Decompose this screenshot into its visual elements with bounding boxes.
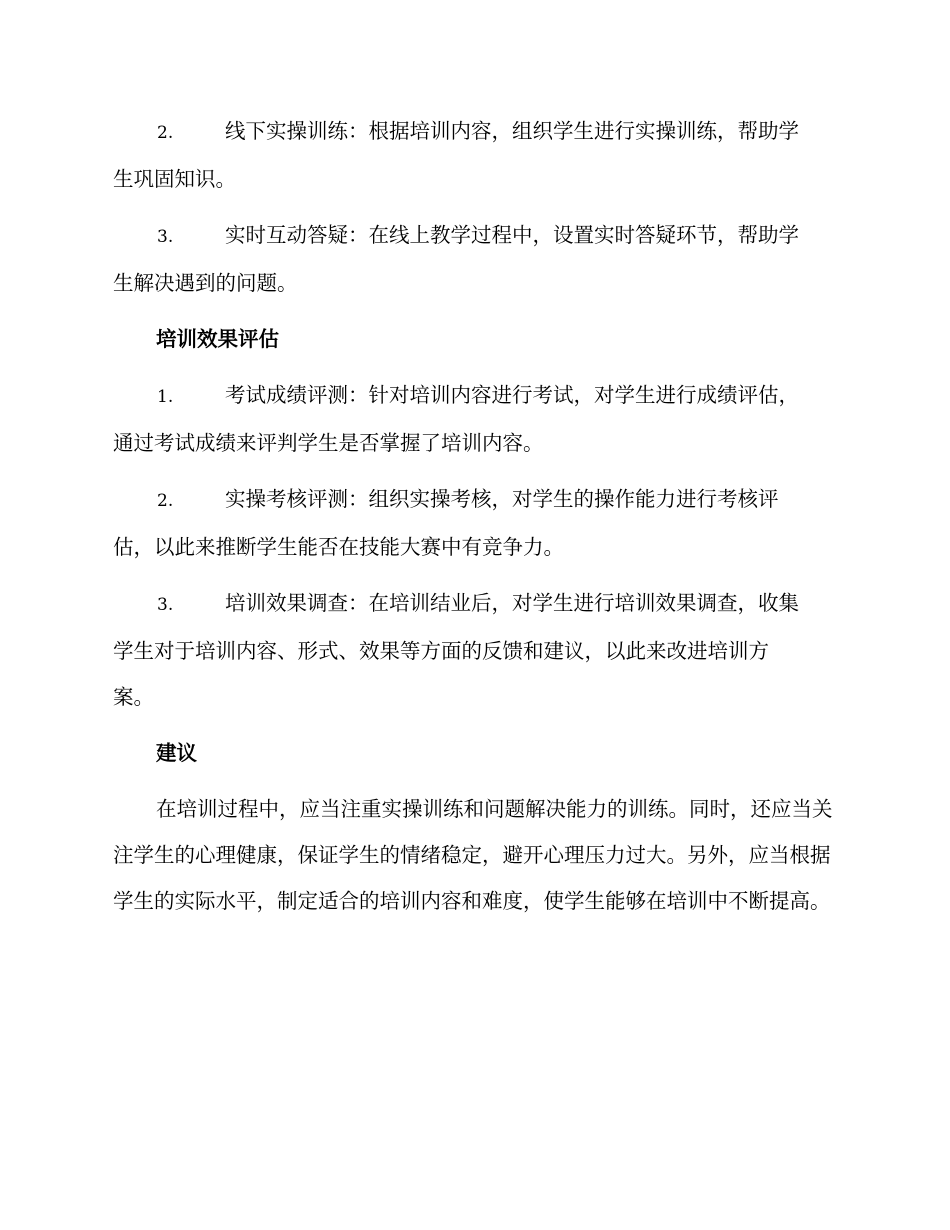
list-item: [113, 580, 835, 720]
list-item: [113, 212, 835, 306]
list-number: 3.: [157, 595, 174, 615]
list-item-text: 培训效果调查：在培训结业后，对学生进行培训效果调查，收集: [225, 591, 799, 615]
list-item-text: 线下实操训练：根据培训内容，组织学生进行实操训练，帮助学: [225, 119, 799, 143]
section-heading-advice: 建议: [156, 741, 197, 765]
list-item-text-continued: 生巩固知识。: [113, 167, 236, 191]
advice-paragraph: 在培训过程中，应当注重实操训练和问题解决能力的训练。同时，还应当关注学生的心理健康，保证学生的情绪稳定，避开心理压力过大。另外，应当根据学生的实际水平，制定适合的培训内容和难度，使学生能够在培训中不断提高。: [113, 797, 833, 913]
list-number: 2.: [157, 491, 174, 511]
document-page: [113, 108, 835, 924]
list-number: 3.: [157, 227, 174, 247]
list-item-text-continued: 案。: [113, 685, 154, 709]
list-item-text: 实时互动答疑：在线上教学过程中，设置实时答疑环节，帮助学: [225, 223, 799, 247]
list-item-text: 实操考核评测：组织实操考核，对学生的操作能力进行考核评: [225, 487, 779, 511]
list-item-text-continued: 生解决遇到的问题。: [113, 271, 298, 295]
list-item-text-continued: 通过考试成绩来评判学生是否掌握了培训内容。: [113, 431, 544, 455]
section-heading-evaluation: 培训效果评估: [156, 327, 279, 351]
list-item-text-continued: 估，以此来推断学生能否在技能大赛中有竞争力。: [113, 535, 564, 559]
list-item: [113, 108, 835, 202]
list-number: 1.: [157, 387, 174, 407]
list-number: 2.: [157, 123, 174, 143]
list-item-text-continued: 学生对于培训内容、形式、效果等方面的反馈和建议，以此来改进培训方: [113, 639, 769, 663]
list-item: [113, 372, 835, 466]
list-item-text: 考试成绩评测：针对培训内容进行考试，对学生进行成绩评估，: [225, 383, 799, 407]
list-item: [113, 476, 835, 570]
